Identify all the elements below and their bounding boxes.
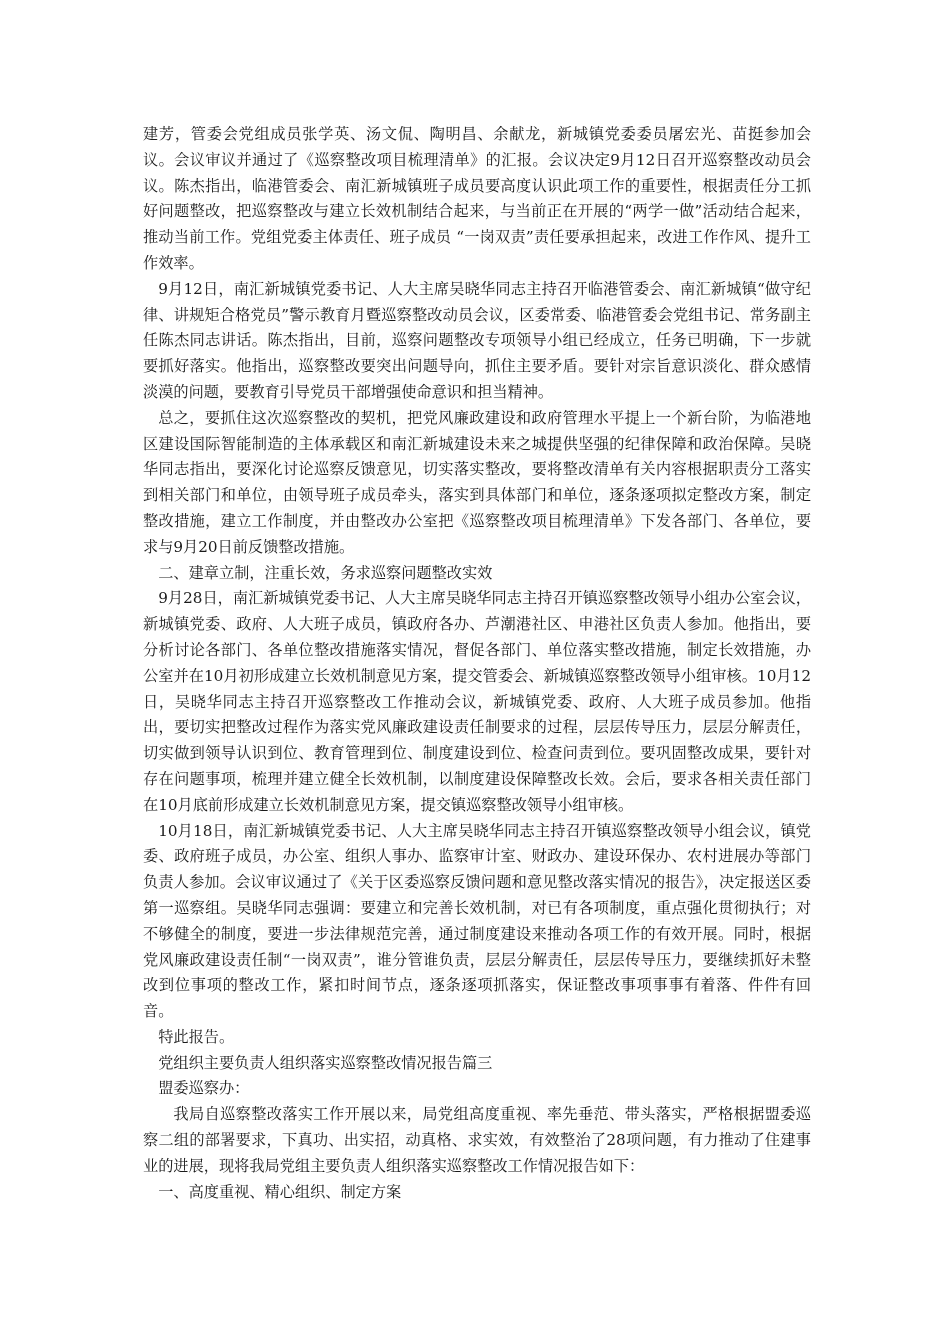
paragraph-summary: 总之，要抓住这次巡察整改的契机，把党风廉政建设和政府管理水平提上一个新台阶，为临港地区建设国际智能制造的主体承载区和南汇新城建设未来之城提供坚强的纪律保障和政治保障。吴晓华同志指出，要深化讨论巡察反馈意见，切实落实整改，要将整改清单有关内容根据职责分工落实到相关部门和单位，由领导班子成员牵头，落实到具体部门和单位，逐条逐项拟定整改方案，制定整改措施，建立工作制度，并由整改办公室把《巡察整改项目梳理清单》下发各部门、各单位，要求与9月20日前反馈整改措施。 (143, 408, 811, 556)
document-body (143, 122, 811, 1205)
salutation: 盟委巡察办： (158, 1079, 250, 1098)
paragraph-oct-18-meeting: 10月18日，南汇新城镇党委书记、人大主席吴晓华同志主持召开镇巡察整改领导小组会议，镇党委、政府班子成员，办公室、组织人事办、监察审计室、财政办、建设环保办、农村进展办等部门负责人参加。会议审议通过了《关于区委巡察反馈问题和意见整改落实情况的报告》，决定报送区委第一巡察组。吴晓华同志强调：要建立和完善长效机制，对已有各项制度，重点强化贯彻执行；对不够健全的制度，要进一步法律规范完善，通过制度建设来推动各项工作的有效开展。同时，根据党风廉政建设责任制“一岗双责”，谁分管谁负责，层层分解责任，层层传导压力，要继续抓好未整改到位事项的整改工作，紧扣时间节点，逐条逐项抓落实，保证整改事项事事有着落、件件有回音。 (143, 821, 811, 1021)
paragraph-closing: 特此报告。 (158, 1027, 235, 1046)
paragraph-sept-28-meeting: 9月28日，南汇新城镇党委书记、人大主席吴晓华同志主持召开镇巡察整改领导小组办公室会议，新城镇党委、政府、人大班子成员，镇政府各办、芦潮港社区、申港社区负责人参加。他指出，要分析讨论各部门、各单位整改措施落实情况，督促各部门、单位落实整改措施，制定长效措施，办公室并在10月初形成建立长效机制意见方案，提交管委会、新城镇巡察整改领导小组审核。10月12日，吴晓华同志主持召开巡察整改工作推动会议，新城镇党委、政府、人大班子成员参加。他指出，要切实把整改过程作为落实党风廉政建设责任制要求的过程，层层传导压力，层层分解责任，切实做到领导认识到位、教育管理到位、制度建设到位、检查问责到位。要巩固整改成果，要针对存在问题事项，梳理并建立健全长效机制，以制度建设保障整改长效。会后，要求各相关责任部门在10月底前形成建立长效机制意见方案，提交镇巡察整改领导小组审核。 (143, 589, 811, 814)
paragraph-meeting-continuation: 建芳，管委会党组成员张学英、汤文侃、陶明昌、余献龙，新城镇党委委员屠宏光、苗挺参加会议。会议审议并通过了《巡察整改项目梳理清单》的汇报。会议决定9月12日召开巡察整改动员会议。陈杰指出，临港管委会、南汇新城镇班子成员要高度认识此项工作的重要性，根据责任分工抓好问题整改，把巡察整改与建立长效机制结合起来，与当前正在开展的“两学一做”活动结合起来，推动当前工作。党组党委主体责任、班子成员 “一岗双责”责任要承担起来，改进工作作风、提升工作效率。 (143, 125, 811, 272)
section-heading-2: 二、建章立制，注重长效，务求巡察问题整改实效 (158, 563, 493, 582)
paragraph-introduction: 我局自巡察整改落实工作开展以来，局党组高度重视、率先垂范、带头落实，严格根据盟委巡察二组的部署要求，下真功、出实招，动真格、求实效，有效整治了28项问题，有力推动了住建事业的进展，现将我局党组主要负责人组织落实巡察整改工作情况报告如下： (143, 1105, 811, 1175)
paragraph-sept-12-mobilization: 9月12日，南汇新城镇党委书记、人大主席吴晓华同志主持召开临港管委会、南汇新城镇“做守纪律、讲规矩合格党员”警示教育月暨巡察整改动员会议，区委常委、临港管委会党组书记、常务副主任陈杰同志讲话。陈杰指出，目前，巡察问题整改专项领导小组已经成立，任务已明确，下一步就要抓好落实。他指出，巡察整改要突出问题导向，抓住主要矛盾。要针对宗旨意识淡化、群众感情淡漠的问题，要教育引导党员干部增强使命意识和担当精神。 (143, 279, 811, 401)
report-title-part-3: 党组织主要负责人组织落实巡察整改情况报告篇三 (158, 1053, 493, 1072)
section-heading-1: 一、高度重视、精心组织、制定方案 (158, 1182, 402, 1201)
